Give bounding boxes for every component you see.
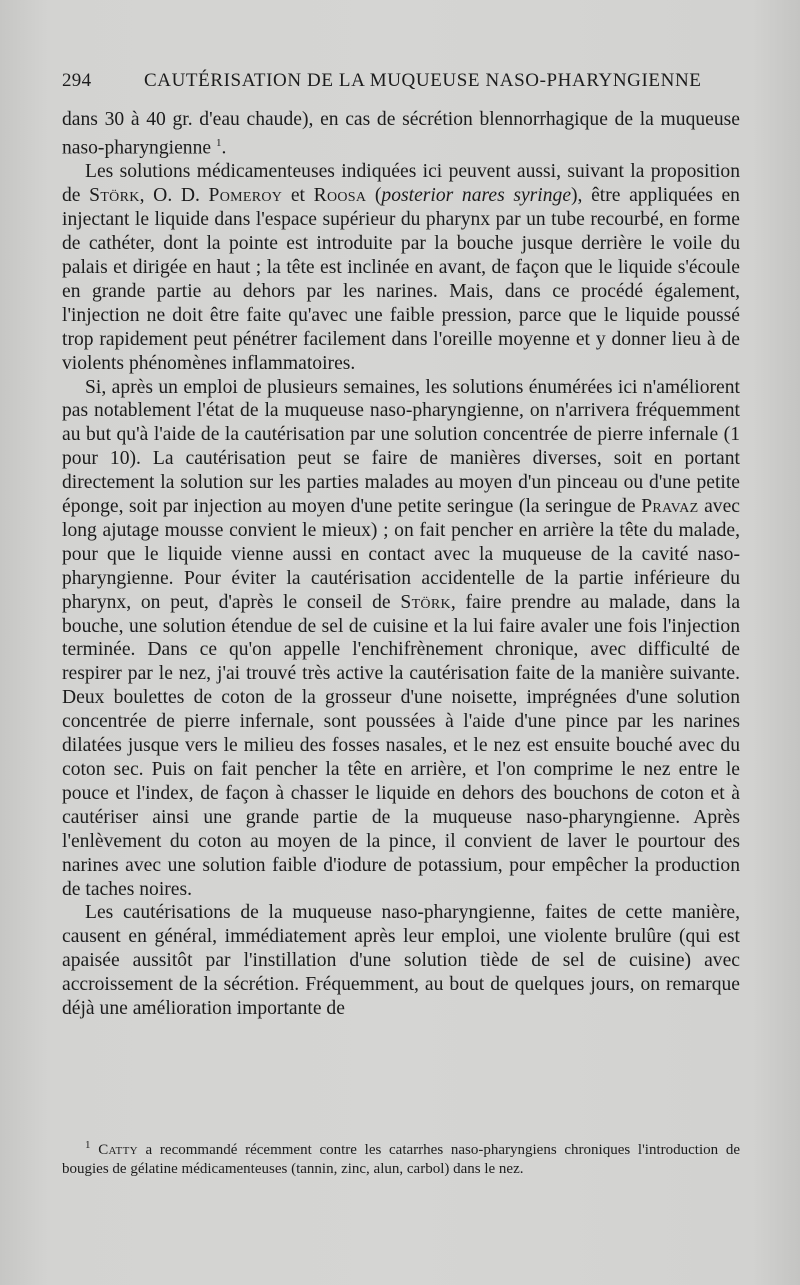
text-run: . — [221, 137, 227, 159]
text-run: avec long ajutage mousse convient le mieux) ; on fait pencher en arrière la tête du malade, pour que le liquide vienne aussi en contact avec la muqueuse de la cavité naso-pharyngienne. Pour éviter la cautérisation accidentelle de la partie inférieure du pharynx, on peut, d'après le conseil de — [62, 496, 740, 613]
paragraph — [62, 108, 740, 160]
footnote-marker: 1 — [85, 1139, 91, 1151]
author-name: Pravaz — [641, 496, 699, 518]
text-run: Les solutions médicamenteuses indiquées ici peuvent aussi, suivant la proposition de — [62, 161, 740, 207]
text-run: a recommandé récemment contre les catarrhes naso-pharyngiens chroniques l'introduction de bougies de gélatine médicamenteuses (tannin, zinc, alun, carbol) dans le nez. — [62, 1142, 740, 1177]
page-number: 294 — [62, 70, 92, 91]
text-run: et — [282, 185, 314, 207]
text-run: ( — [366, 185, 382, 207]
footnote-marker: 1 — [215, 136, 222, 149]
text-run: , O. D. — [139, 185, 209, 207]
paragraph — [62, 901, 740, 1021]
running-title: CAUTÉRISATION DE LA MUQUEUSE NASO-PHARYNGIENNE — [144, 70, 702, 91]
running-header — [62, 70, 742, 96]
text-run: dans 30 à 40 gr. d'eau chaude), en cas de sécrétion blennorrhagique de la muqueuse naso-pharyngienne — [62, 109, 740, 159]
footnotes — [62, 1136, 740, 1179]
author-name: Störk — [400, 591, 451, 613]
author-name: Pomeroy — [208, 185, 283, 207]
italic-text: posterior nares syringe — [381, 185, 572, 207]
body-text — [62, 108, 740, 1021]
text-run: Les cautérisations de la muqueuse naso-pharyngienne, faites de cette manière, causent en général, immédiatement après leur emploi, une violente brulûre (qui est apaisée aussitôt par l'instillation d'une solution tiède de sel de cuisine) avec accroissement de la sécrétion. Fréquemment, au bout de quelques jours, on remarque déjà une amélioration importante de — [62, 902, 740, 1020]
author-name: Catty — [98, 1142, 138, 1158]
author-name: Störk — [89, 185, 140, 207]
footnote — [62, 1136, 740, 1179]
paragraph — [62, 160, 740, 375]
author-name: Roosa — [313, 185, 367, 207]
paragraph — [62, 376, 740, 902]
text-run: Si, après un emploi de plusieurs semaines, les solutions énumérées ici n'améliorent pas notablement l'état de la muqueuse naso-pharyngienne, on n'arrivera fréquemment au but qu'à l'aide de la cautérisation par une solution concentrée de pierre infernale (1 pour 10). La cautérisation peut se faire de manières diverses, soit en portant directement la solution sur les parties malades au moyen d'un pinceau ou d'une petite éponge, soit par injection au moyen d'une petite seringue (la seringue de — [62, 376, 740, 518]
text-run: , faire prendre au malade, dans la bouche, une solution étendue de sel de cuisine et la lui faire avaler une fois l'injection terminée. Dans ce qu'on appelle l'enchifrènement chronique, avec difficulté de respirer par le nez, j'ai trouvé très active la cautérisation faite de la manière suivante. Deux boulettes de coton de la grosseur d'une noisette, imprégnées d'une solution concentrée de pierre infernale, sont poussées à l'aide d'une pince par les narines dilatées jusque vers le milieu des fosses nasales, et le nez est ensuite bouché avec du coton sec. Puis on fait pencher la tête en arrière, et l'on comprime le nez entre le pouce et l'index, de façon à chasser le liquide en dehors des bouchons de coton et à cautériser ainsi une grande partie de la muqueuse naso-pharyngienne. Après l'enlèvement du coton au moyen de la pince, il convient de laver le pourtour des narines avec une solution faible d'iodure de potassium, pour empêcher la production de taches noires. — [62, 591, 741, 900]
text-run: ), être appliquées en injectant le liquide dans l'espace supérieur du pharynx par un tube recourbé, en forme de cathéter, dont la pointe est introduite par la bouche jusque derrière le voile du palais et dirigée en haut ; la tête est inclinée en avant, de façon que le liquide s'écoule en grande partie au dehors par les narines. Mais, dans ce procédé également, l'injection ne doit être faite qu'avec une faible pression, parce que le liquide poussé trop rapidement peut pénétrer facilement dans l'oreille moyenne et y donner lieu à de violents phénomènes inflammatoires. — [62, 185, 740, 374]
